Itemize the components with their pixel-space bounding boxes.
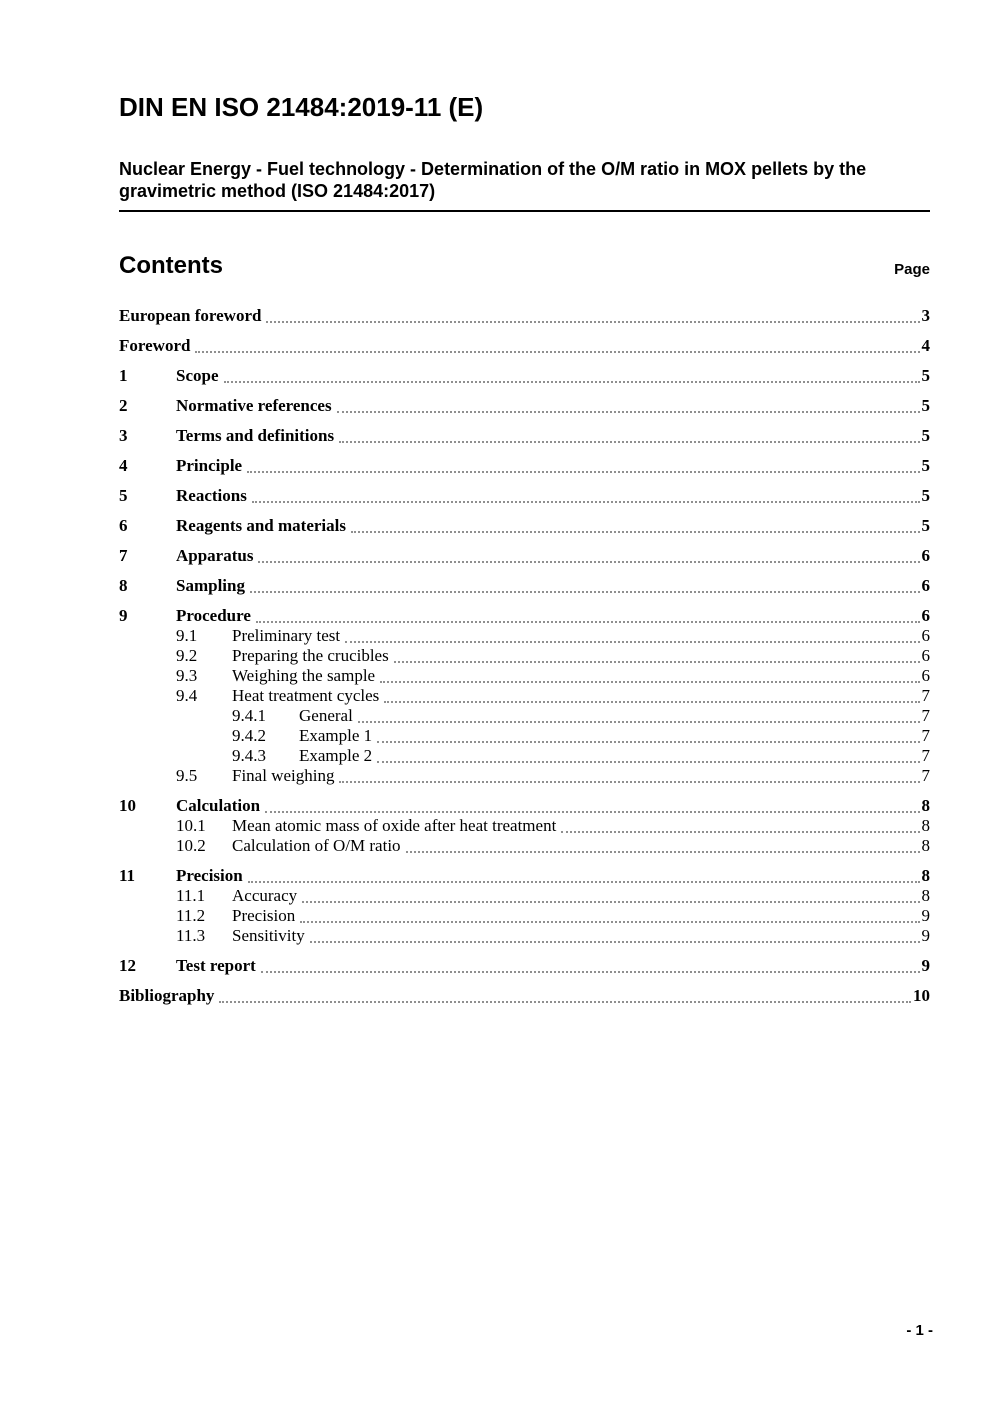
toc-leader-dots	[250, 591, 920, 593]
toc-entry-label: Foreword	[119, 336, 191, 355]
doc-code-heading: DIN EN ISO 21484:2019-11 (E)	[119, 92, 484, 122]
toc-entry-page: 5	[921, 456, 930, 475]
toc-entry-page: 5	[921, 486, 930, 505]
toc-entry-page: 8	[921, 836, 930, 855]
toc-entry[interactable]	[119, 626, 930, 646]
toc-entry[interactable]	[119, 396, 930, 416]
toc-entry[interactable]	[119, 746, 930, 766]
toc-entry[interactable]	[119, 336, 930, 356]
toc-entry-label: Terms and definitions	[176, 426, 335, 445]
toc-entry-label: Weighing the sample	[232, 666, 376, 685]
toc-entry-label: Bibliography	[119, 986, 215, 1005]
toc-entry-number: 11.2	[176, 906, 206, 925]
toc-leader-dots	[351, 531, 920, 533]
toc-entry[interactable]	[119, 576, 930, 596]
toc-leader-dots	[256, 621, 920, 623]
toc-leader-dots	[247, 471, 919, 473]
toc-entry-page: 6	[921, 666, 930, 685]
toc-leader-dots	[384, 701, 919, 703]
toc-entry[interactable]	[119, 926, 930, 946]
toc-leader-dots	[380, 681, 919, 683]
toc-entry-page: 8	[921, 796, 930, 815]
doc-title-block	[119, 158, 930, 212]
toc-entry-label: Calculation	[176, 796, 261, 815]
toc-entry-number: 3	[119, 426, 128, 445]
page-column-label: Page	[894, 261, 930, 278]
toc-entry-label: Final weighing	[232, 766, 335, 785]
toc-entry-label: Sampling	[176, 576, 245, 595]
toc-entry-page: 8	[921, 866, 930, 885]
toc-entry-number: 1	[119, 366, 128, 385]
toc-leader-dots	[406, 851, 920, 853]
toc-entry-label: Precision	[232, 906, 296, 925]
toc-leader-dots	[300, 921, 919, 923]
toc-entry-label: Accuracy	[232, 886, 298, 905]
toc-entry[interactable]	[119, 886, 930, 906]
toc-entry-label: Precision	[176, 866, 243, 885]
toc-entry-number: 4	[119, 456, 128, 475]
toc-leader-dots	[265, 811, 919, 813]
toc-entry-label: General	[299, 706, 353, 725]
contents-heading: Contents	[119, 252, 223, 279]
toc-entry-number: 10.1	[176, 816, 206, 835]
toc-entry-label: Calculation of O/M ratio	[232, 836, 401, 855]
toc-leader-dots	[345, 641, 919, 643]
toc-entry[interactable]	[119, 366, 930, 386]
toc-leader-dots	[258, 561, 919, 563]
doc-title: Nuclear Energy - Fuel technology - Determination of the O/M ratio in MOX pellets by the gravimetric method (ISO 21484:2017)	[119, 159, 867, 201]
toc-entry-label: Scope	[176, 366, 219, 385]
toc-entry-label: Reactions	[176, 486, 247, 505]
toc-entry[interactable]	[119, 666, 930, 686]
toc-entry-number: 7	[119, 546, 128, 565]
toc-entry-number: 11	[119, 866, 136, 885]
toc-entry-page: 8	[921, 886, 930, 905]
toc-entry-label: Normative references	[176, 396, 332, 415]
toc-entry-number: 9.4	[176, 686, 198, 705]
toc-entry-number: 11.3	[176, 926, 206, 945]
toc-entry-number: 8	[119, 576, 128, 595]
toc-entry[interactable]	[119, 486, 930, 506]
toc-entry-number: 5	[119, 486, 128, 505]
toc-entry-number: 9.4.2	[232, 726, 266, 745]
toc-leader-dots	[339, 781, 919, 783]
toc-leader-dots	[252, 501, 920, 503]
toc-entry[interactable]	[119, 686, 930, 706]
toc-entry-page: 3	[921, 306, 930, 325]
toc-entry-page: 7	[921, 706, 930, 725]
toc-leader-dots	[310, 941, 920, 943]
toc-entry-number: 9.4.3	[232, 746, 266, 765]
toc-entry-number: 11.1	[176, 886, 206, 905]
toc-entry-page: 7	[921, 686, 930, 705]
toc-entry-number: 9.5	[176, 766, 198, 785]
toc-entry-number: 9.1	[176, 626, 198, 645]
toc-leader-dots	[195, 351, 919, 353]
toc-entry-number: 12	[119, 956, 136, 975]
toc-entry-label: Example 1	[299, 726, 373, 745]
toc-entry-page: 7	[921, 726, 930, 745]
toc-entry-page: 5	[921, 366, 930, 385]
toc-leader-dots	[377, 761, 919, 763]
toc-entry[interactable]	[119, 456, 930, 476]
toc-entry[interactable]	[119, 816, 930, 836]
toc-entry-label: Procedure	[176, 606, 251, 625]
toc-entry[interactable]	[119, 726, 930, 746]
toc-entry[interactable]	[119, 986, 930, 1006]
toc-entry-number: 9.2	[176, 646, 198, 665]
toc-entry[interactable]	[119, 866, 930, 886]
toc-leader-dots	[561, 831, 919, 833]
toc-entry-page: 6	[921, 546, 930, 565]
contents-header	[119, 252, 930, 280]
toc-entry-label: Reagents and materials	[176, 516, 346, 535]
toc-entry[interactable]	[119, 706, 930, 726]
toc-entry-number: 10.2	[176, 836, 206, 855]
toc-entry-label: Preparing the crucibles	[232, 646, 389, 665]
toc-entry-page: 8	[921, 816, 930, 835]
toc-entry-page: 9	[921, 906, 930, 925]
toc-entry-page: 9	[921, 956, 930, 975]
toc-entry-number: 10	[119, 796, 136, 815]
toc-leader-dots	[224, 381, 920, 383]
toc-entry-label: Apparatus	[176, 546, 254, 565]
table-of-contents	[119, 306, 930, 1006]
toc-leader-dots	[394, 661, 920, 663]
toc-entry-label: Test report	[176, 956, 256, 975]
toc-entry-page: 7	[921, 766, 930, 785]
toc-entry-number: 9.4.1	[232, 706, 266, 725]
toc-entry-page: 9	[921, 926, 930, 945]
toc-entry-number: 9	[119, 606, 128, 625]
toc-entry-label: Preliminary test	[232, 626, 341, 645]
toc-entry[interactable]	[119, 836, 930, 856]
toc-entry-page: 5	[921, 426, 930, 445]
toc-entry-page: 7	[921, 746, 930, 765]
toc-entry[interactable]	[119, 516, 930, 536]
toc-entry-label: European foreword	[119, 306, 262, 325]
footer-page-number: - 1 -	[906, 1322, 933, 1339]
toc-entry[interactable]	[119, 606, 930, 626]
toc-entry[interactable]	[119, 306, 930, 326]
toc-entry-page: 6	[921, 646, 930, 665]
toc-leader-dots	[339, 441, 919, 443]
toc-entry-label: Heat treatment cycles	[232, 686, 380, 705]
toc-leader-dots	[337, 411, 920, 413]
toc-entry-page: 10	[913, 986, 930, 1005]
toc-entry-page: 6	[921, 576, 930, 595]
toc-leader-dots	[302, 901, 919, 903]
toc-entry-page: 5	[921, 396, 930, 415]
toc-entry[interactable]	[119, 906, 930, 926]
toc-entry-page: 6	[921, 626, 930, 645]
toc-entry-number: 6	[119, 516, 128, 535]
toc-entry[interactable]	[119, 796, 930, 816]
toc-entry-label: Example 2	[299, 746, 373, 765]
toc-leader-dots	[377, 741, 919, 743]
toc-entry-page: 6	[921, 606, 930, 625]
toc-entry-number: 2	[119, 396, 128, 415]
toc-entry[interactable]	[119, 956, 930, 976]
toc-leader-dots	[248, 881, 920, 883]
toc-leader-dots	[266, 321, 919, 323]
toc-entry[interactable]	[119, 426, 930, 446]
toc-entry-number: 9.3	[176, 666, 198, 685]
toc-leader-dots	[219, 1001, 911, 1003]
toc-entry-page: 4	[921, 336, 930, 355]
toc-leader-dots	[358, 721, 920, 723]
toc-entry-label: Sensitivity	[232, 926, 305, 945]
toc-entry-page: 5	[921, 516, 930, 535]
toc-entry-label: Principle	[176, 456, 243, 475]
toc-entry[interactable]	[119, 546, 930, 566]
toc-entry[interactable]	[119, 646, 930, 666]
toc-entry-label: Mean atomic mass of oxide after heat treatment	[232, 816, 557, 835]
toc-leader-dots	[261, 971, 920, 973]
toc-entry[interactable]	[119, 766, 930, 786]
